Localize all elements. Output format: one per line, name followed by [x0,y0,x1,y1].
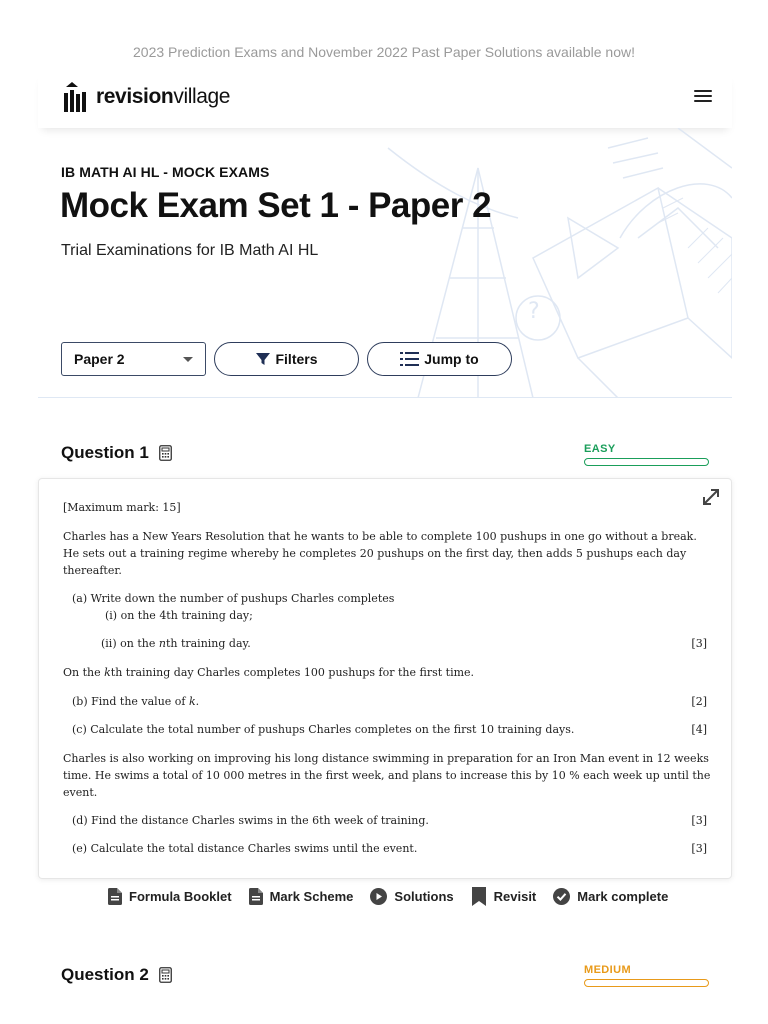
question-1-title: Question 1 [61,443,149,462]
formula-booklet-label: Formula Booklet [129,888,232,904]
paper-select-value: Paper 2 [74,351,125,367]
question-2-heading [61,965,172,985]
document-icon [108,888,122,905]
max-mark: [Maximum mark: 15] [63,501,181,514]
filters-label: Filters [275,351,318,367]
part-d: (d) Find the distance Charles swims in the 6th week of training. [72,814,429,827]
page-subtitle: Trial Examinations for IB Math AI HL [61,242,319,259]
announcement-banner[interactable]: 2023 Prediction Exams and November 2022 Past Paper Solutions available now! [133,44,635,60]
difficulty-badge-easy [584,443,709,466]
difficulty-label: MEDIUM [584,964,632,976]
logo-icon [64,82,86,112]
part-a-i: (i) on the 4th training day; [105,609,253,622]
part-a: (a) Write down the number of pushups Charles completes [72,592,395,605]
paper-select[interactable] [61,342,206,376]
filter-icon [255,351,271,367]
mark-complete-label: Mark complete [577,888,669,904]
question-1-heading [61,443,172,463]
revisit-button[interactable] [471,887,537,906]
part-e-marks: [3] [691,842,707,855]
part-b: (b) Find the value of k. [72,695,200,708]
logo[interactable] [64,82,230,112]
intro-line: He sets out a training regime whereby he completes 20 pushups on the first day, then adds 5 pushups each day [63,547,687,560]
svg-text:?: ? [528,299,540,324]
intro-line: thereafter. [63,564,122,577]
calculator-icon [159,445,172,461]
expand-icon[interactable] [701,487,721,507]
hamburger-menu-icon[interactable] [694,90,712,106]
page-title: Mock Exam Set 1 - Paper 2 [60,186,492,225]
part-a-ii: (ii) on the nth training day. [101,637,251,650]
question-1-card [38,478,732,879]
question-actions [108,886,685,906]
formula-booklet-button[interactable] [108,888,232,905]
difficulty-bar [584,979,709,987]
part-a-marks: [3] [691,637,707,650]
document-icon [249,888,263,905]
mark-complete-button[interactable] [553,888,668,905]
difficulty-badge-medium [584,964,709,987]
swim-line: event. [63,786,98,799]
filters-button[interactable] [214,342,359,376]
logo-wordmark: revisionvillage [96,85,231,108]
part-c-marks: [4] [691,723,707,736]
mark-scheme-button[interactable] [249,888,354,905]
chevron-down-icon [183,357,193,362]
jump-to-label: Jump to [424,351,479,367]
list-icon [400,351,420,367]
solutions-button[interactable] [370,888,453,905]
part-c: (c) Calculate the total number of pushups Charles completes on the first 10 training days. [72,723,575,736]
part-d-marks: [3] [691,814,707,827]
part-e: (e) Calculate the total distance Charles swims until the event. [72,842,418,855]
revisit-label: Revisit [493,888,537,904]
jump-to-button[interactable] [367,342,512,376]
question-2-title: Question 2 [61,965,149,984]
check-circle-icon [553,888,570,905]
intro-line: Charles has a New Years Resolution that he wants to be able to complete 100 pushups in one go without a break. [63,530,697,543]
swim-line: time. He swims a total of 10 000 metres in the first week, and plans to increase this by 10 % each week up until the [63,769,711,782]
kth-statement: On the kth training day Charles completes 100 pushups for the first time. [63,666,475,679]
part-b-marks: [2] [691,695,707,708]
breadcrumb[interactable]: IB MATH AI HL - MOCK EXAMS [61,164,270,180]
difficulty-bar [584,458,709,466]
solutions-label: Solutions [394,888,454,904]
swim-line: Charles is also working on improving his long distance swimming in preparation for an Iron Man event in 12 weeks [63,752,709,765]
mark-scheme-label: Mark Scheme [269,888,354,904]
calculator-icon [159,967,172,983]
site-header [38,72,732,128]
play-icon [370,888,387,905]
difficulty-label: EASY [584,443,616,455]
bookmark-icon [471,887,487,906]
